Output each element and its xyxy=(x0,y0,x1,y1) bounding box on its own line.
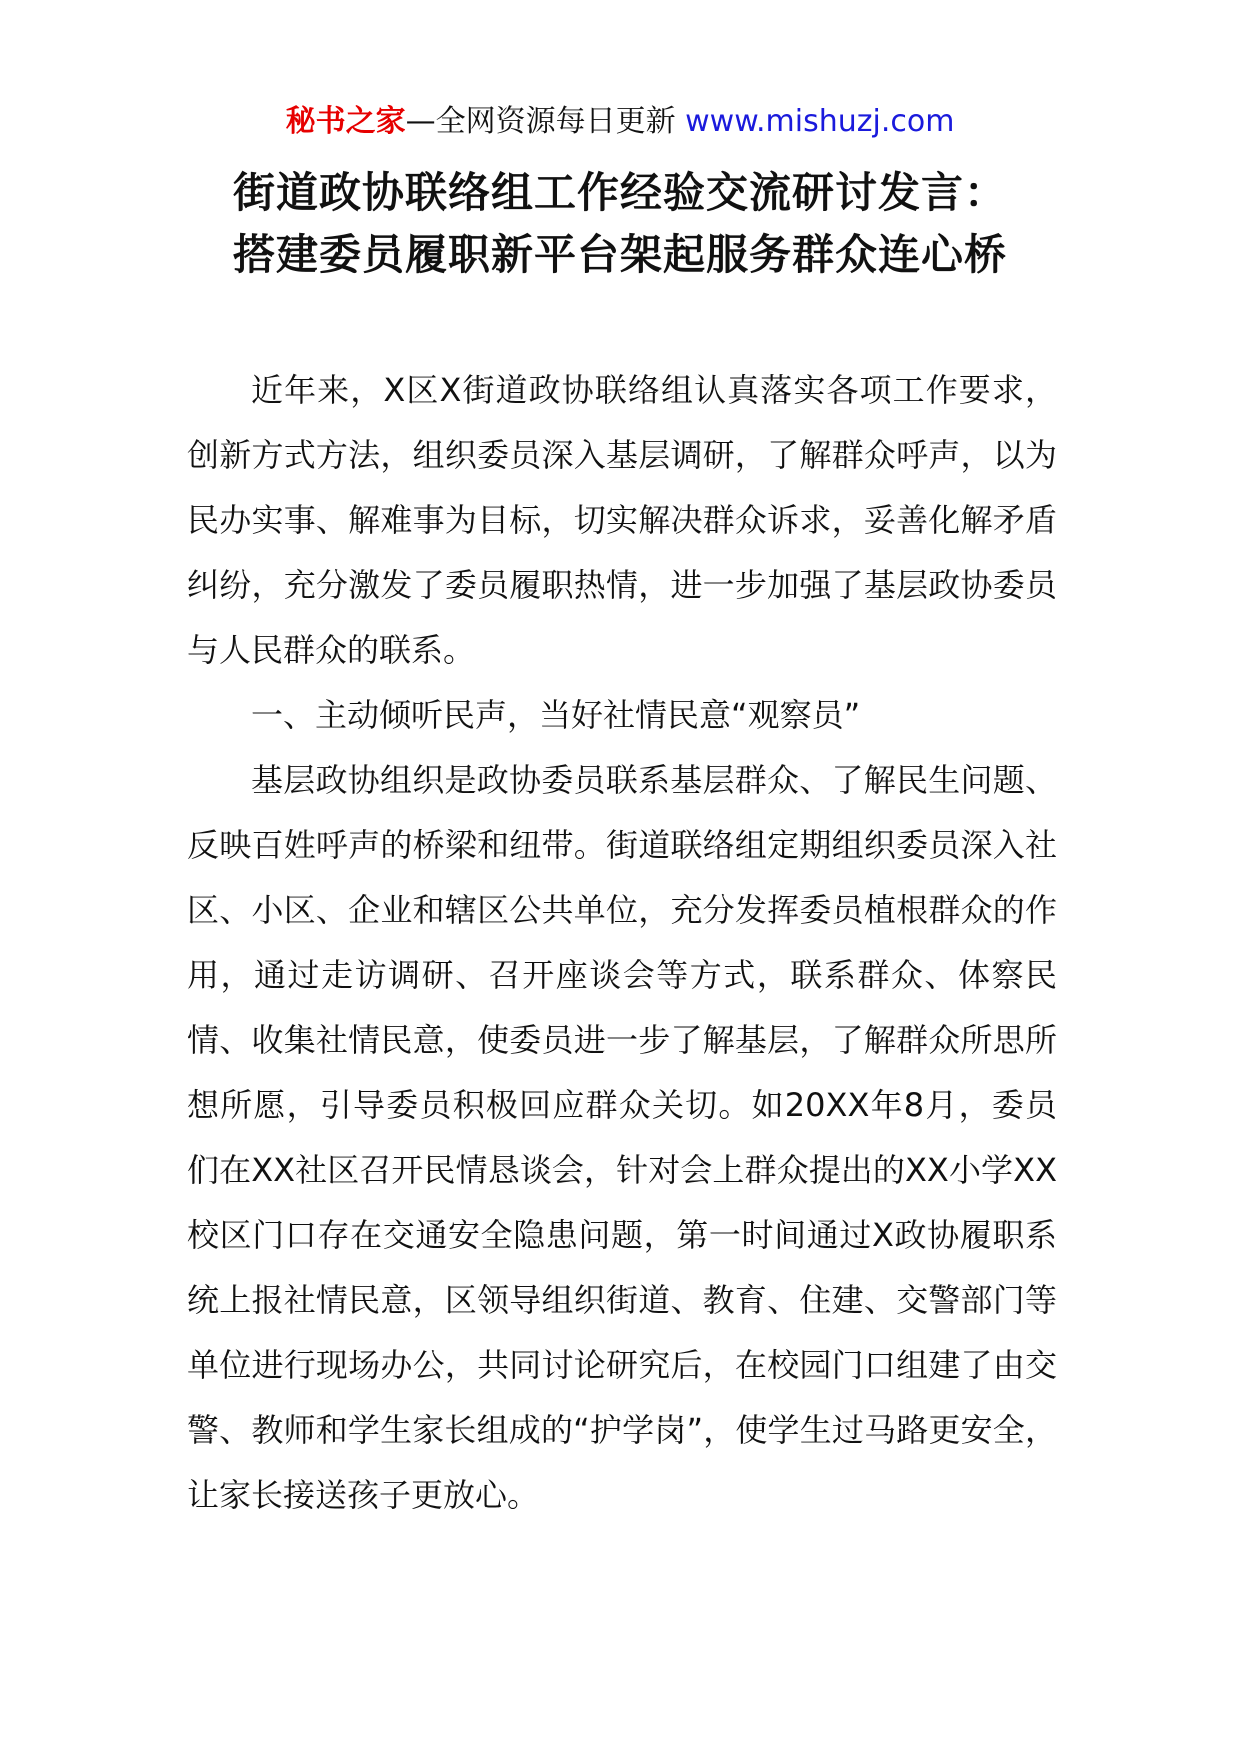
site-url-link[interactable]: www.mishuzj.com xyxy=(685,104,955,139)
site-brand: 秘书之家 xyxy=(285,104,406,139)
section-heading-1: 一、主动倾听民声，当好社情民意“观察员” xyxy=(251,696,861,734)
site-header xyxy=(0,100,1240,144)
document-body xyxy=(187,358,1057,1528)
paragraph-section-1: 基层政协组织是政协委员联系基层群众、了解民生问题、反映百姓呼声的桥梁和纽带。街道联络组定期组织委员深入社区、小区、企业和辖区公共单位，充分发挥委员植根群众的作用，通过走访调研、召开座谈会等方式，联系群众、体察民情、收集社情民意，使委员进一步了解基层，了解群众所思所想所愿，引导委员积极回应群众关切。如20XX年8月，委员们在XX社区召开民情恳谈会，针对会上群众提出的XX小学XX校区门口存在交通安全隐患问题，第一时间通过X政协履职系统上报社情民意，区领导组织街道、教育、住建、交警部门等单位进行现场办公，共同讨论研究后，在校园门口组建了由交警、教师和学生家长组成的“护学岗”，使学生过马路更安全，让家长接送孩子更放心。 xyxy=(187,761,1057,1514)
document-title xyxy=(0,162,1240,286)
title-line-2: 搭建委员履职新平台架起服务群众连心桥 xyxy=(232,230,1007,279)
site-tagline: —全网资源每日更新 xyxy=(405,104,676,139)
paragraph-intro: 近年来，X区X街道政协联络组认真落实各项工作要求，创新方式方法，组织委员深入基层调研，了解群众呼声，以为民办实事、解难事为目标，切实解决群众诉求，妥善化解矛盾纠纷，充分激发了委员履职热情，进一步加强了基层政协委员与人民群众的联系。 xyxy=(187,371,1057,669)
title-line-1: 街道政协联络组工作经验交流研讨发言： xyxy=(232,168,1007,217)
